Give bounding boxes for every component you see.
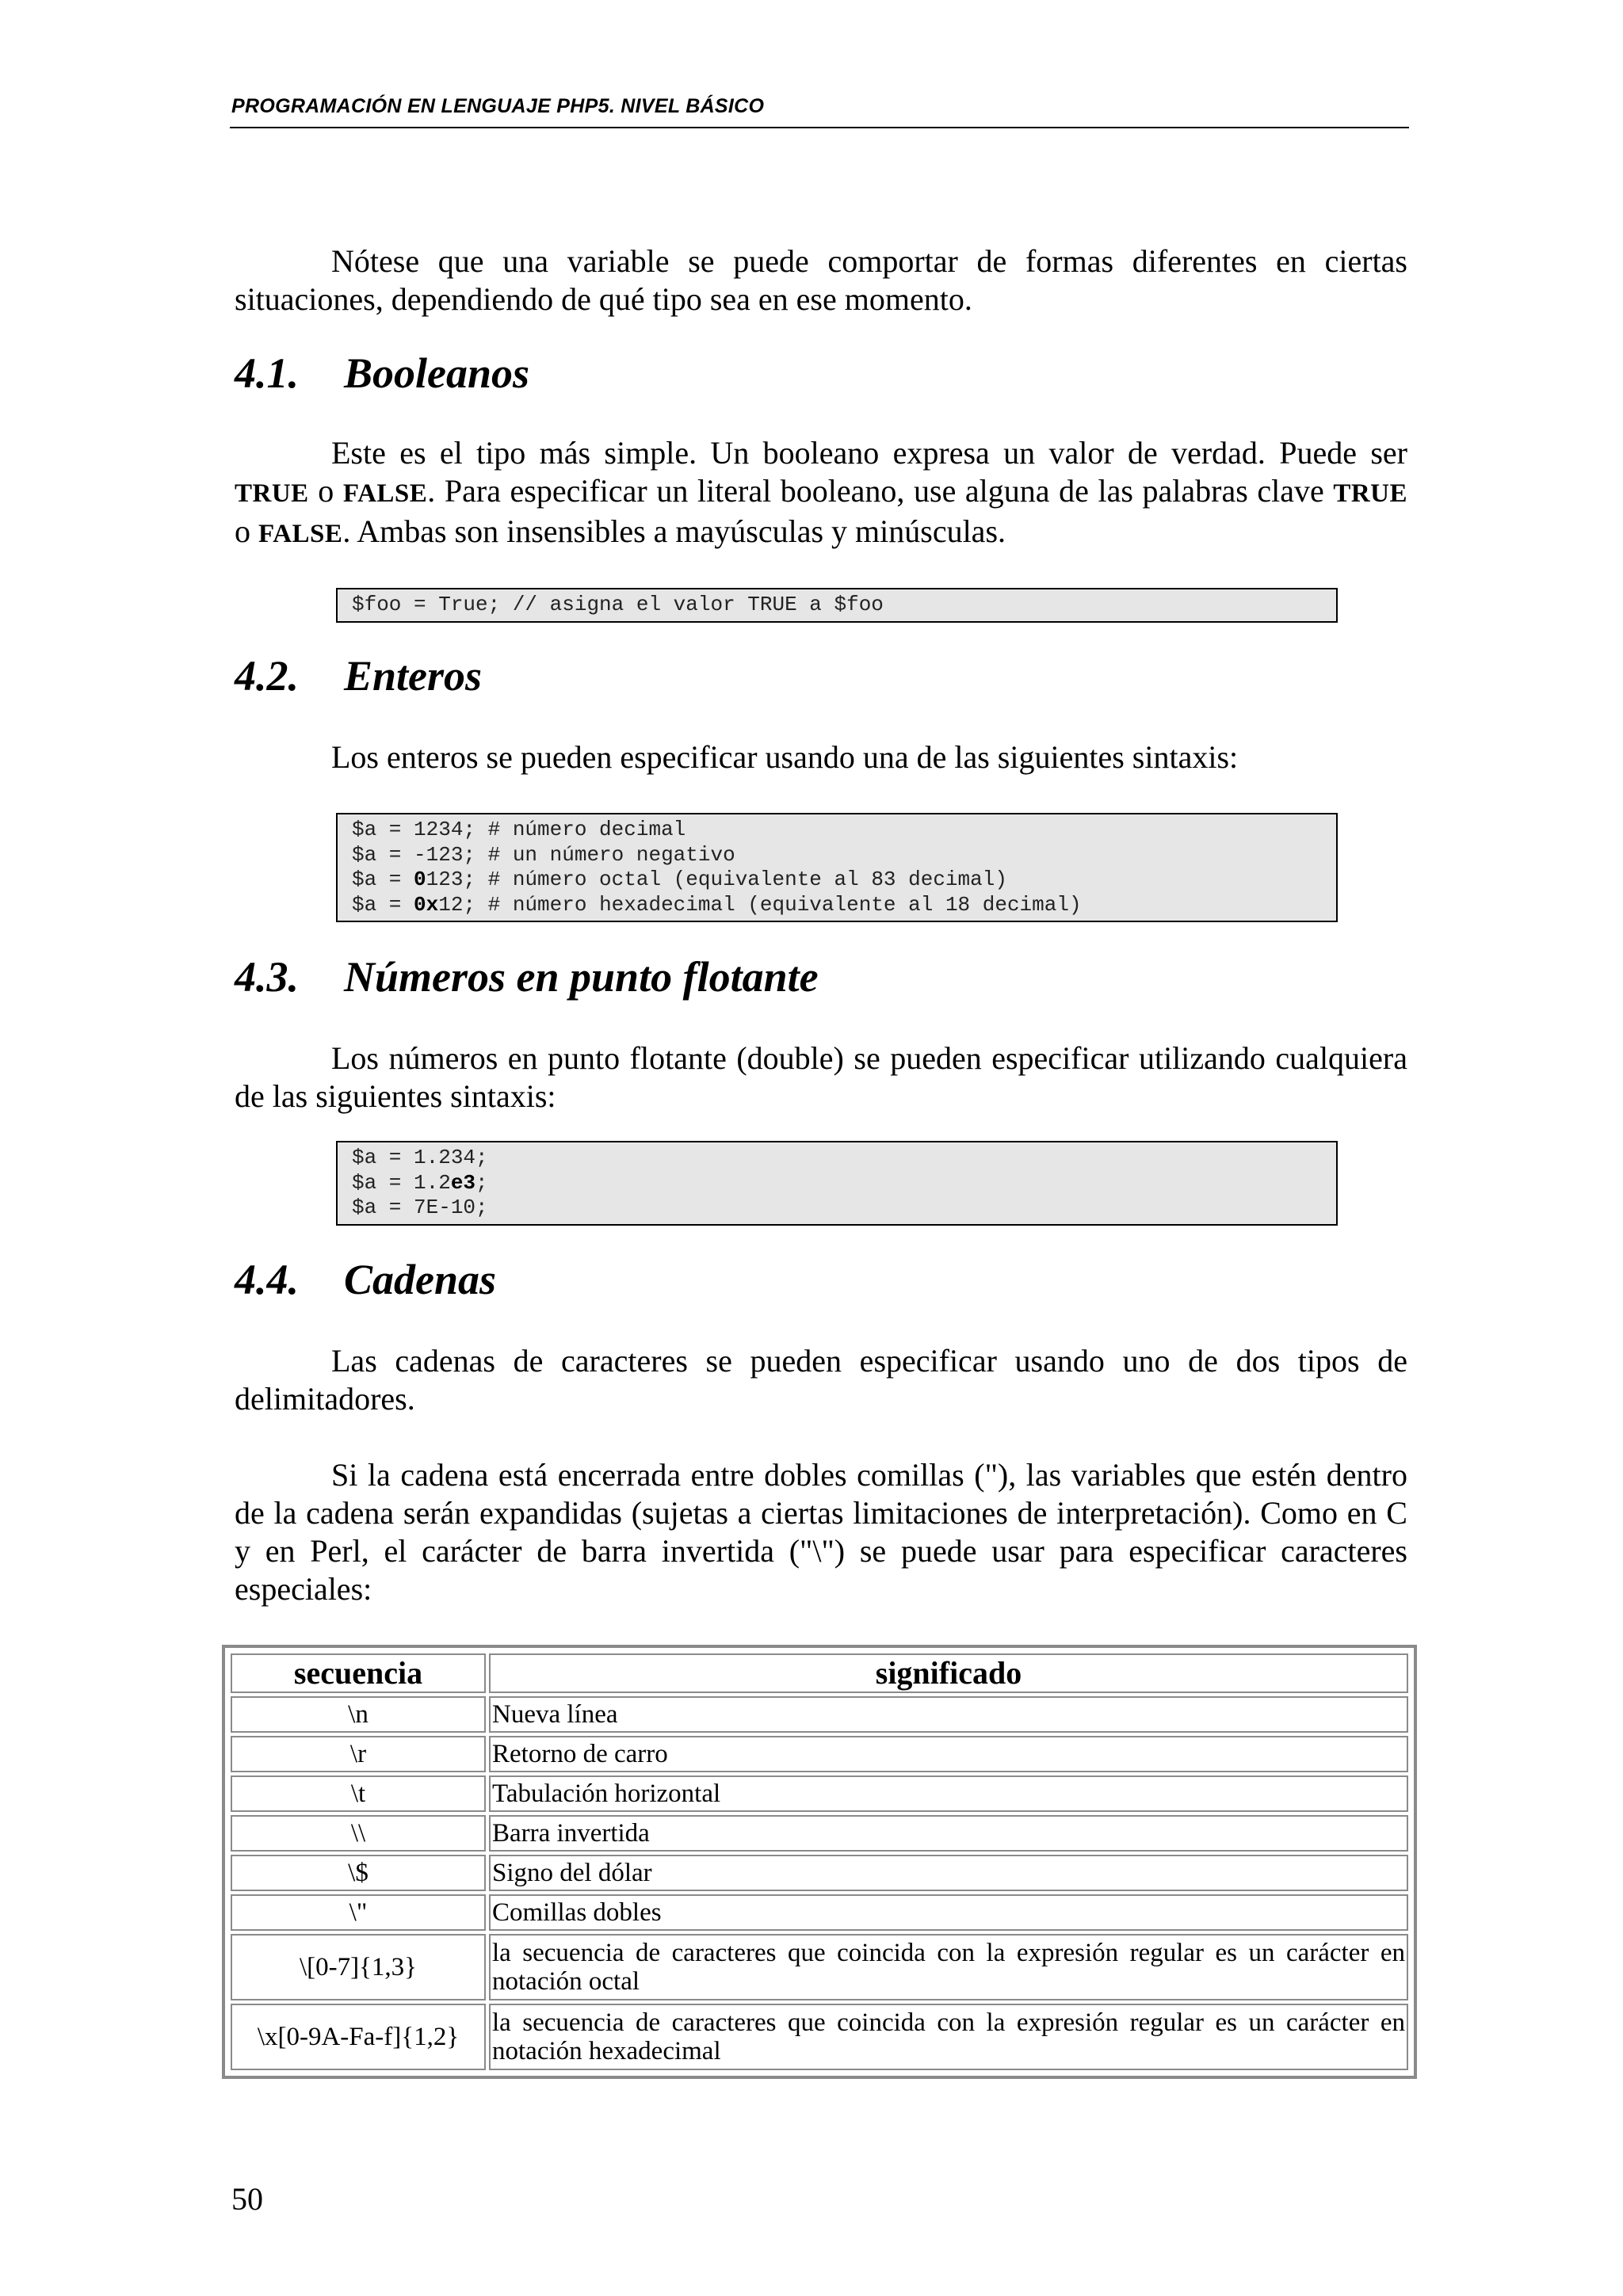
section-number: 4.1. xyxy=(235,349,299,397)
code-line xyxy=(352,893,1082,917)
cell-sequence: \x[0-9A-Fa-f]{1,2} xyxy=(231,2004,486,2070)
code-line xyxy=(352,1171,488,1195)
code-line: $a = 1.234; xyxy=(352,1146,488,1169)
cell-meaning: Tabulación horizontal xyxy=(489,1775,1408,1812)
section-number: 4.4. xyxy=(235,1256,299,1303)
cadenas-paragraph-2: Si la cadena está encerrada entre dobles comillas ("), las variables que estén dentro de la cadena serán expandidas (sujetas a ciertas limitaciones de interpretación). Como en C y en Perl, el carácter de barra invertida ("\") se puede usar para especificar caracteres especiales: xyxy=(235,1457,1407,1607)
keyword-false: FALSE xyxy=(342,479,428,508)
cell-meaning: Barra invertida xyxy=(489,1815,1408,1852)
cell-sequence: \\ xyxy=(231,1815,486,1852)
header-rule xyxy=(230,127,1409,128)
code-run: $a = xyxy=(352,868,414,891)
cell-sequence: \$ xyxy=(231,1855,486,1891)
heading-cadenas xyxy=(235,1255,496,1304)
section-title: Números en punto flotante xyxy=(344,953,819,1001)
cell-sequence: \[0-7]{1,3} xyxy=(231,1934,486,2000)
keyword-true: TRUE xyxy=(1333,479,1408,508)
text-run: o xyxy=(235,513,258,549)
cell-meaning: la secuencia de caracteres que coincida con la expresión regular es un carácter en notación octal xyxy=(489,1934,1408,2000)
text-run: o xyxy=(308,473,343,509)
code-run-bold: 0 xyxy=(414,868,426,891)
code-line xyxy=(352,868,1007,891)
escape-sequence-table xyxy=(222,1645,1417,2079)
table-row xyxy=(231,1815,1408,1852)
table-row xyxy=(231,1894,1408,1931)
cell-sequence: \t xyxy=(231,1775,486,1812)
header-significado: significado xyxy=(489,1653,1408,1693)
section-title: Cadenas xyxy=(344,1256,497,1303)
cell-sequence: \r xyxy=(231,1736,486,1772)
table-row xyxy=(231,1736,1408,1772)
table xyxy=(227,1650,1411,2073)
intro-paragraph: Nótese que una variable se puede comportar de formas diferentes en ciertas situaciones, dependiendo de qué tipo sea en ese momento. xyxy=(235,243,1407,317)
cell-meaning: Nueva línea xyxy=(489,1696,1408,1733)
code-block-enteros xyxy=(336,813,1338,922)
table-row xyxy=(231,1855,1408,1891)
table-row xyxy=(231,1934,1408,2000)
table-header-row xyxy=(231,1653,1408,1693)
keyword-true: TRUE xyxy=(235,479,309,508)
code-line: $a = 7E-10; xyxy=(352,1196,488,1219)
section-title: Enteros xyxy=(344,652,483,700)
code-line: $a = -123; # un número negativo xyxy=(352,842,735,867)
cell-meaning: Comillas dobles xyxy=(489,1894,1408,1931)
heading-booleanos xyxy=(235,349,529,398)
code-block-flotantes xyxy=(336,1141,1338,1226)
code-run: $a = 1.2 xyxy=(352,1170,451,1195)
heading-enteros xyxy=(235,651,482,700)
section-number: 4.3. xyxy=(235,953,299,1001)
table-row xyxy=(231,1696,1408,1733)
section-title: Booleanos xyxy=(344,349,530,397)
code-line: $foo = True; // asigna el valor TRUE a $foo xyxy=(352,593,884,616)
code-run: 123; # número octal (equivalente al 83 decimal) xyxy=(426,868,1007,891)
text-run: . Para especificar un literal booleano, use alguna de las palabras clave xyxy=(427,473,1334,509)
section-number: 4.2. xyxy=(235,652,299,700)
code-line: $a = 1234; # número decimal xyxy=(352,818,686,841)
cell-meaning: Retorno de carro xyxy=(489,1736,1408,1772)
text-run: Este es el tipo más simple. Un booleano expresa un valor de verdad. Puede ser xyxy=(331,435,1407,471)
cell-meaning: la secuencia de caracteres que coincida con la expresión regular es un carácter en notación hexadecimal xyxy=(489,2004,1408,2070)
cell-sequence: \n xyxy=(231,1696,486,1733)
page-number: 50 xyxy=(231,2181,263,2217)
heading-flotantes xyxy=(235,952,819,1001)
code-block-booleanos xyxy=(336,588,1338,623)
header-secuencia: secuencia xyxy=(231,1653,486,1693)
cell-sequence: \" xyxy=(231,1894,486,1931)
enteros-paragraph: Los enteros se pueden especificar usando una de las siguientes sintaxis: xyxy=(331,739,1239,775)
code-run-bold: e3 xyxy=(450,1170,476,1195)
running-header: PROGRAMACIÓN EN LENGUAJE PHP5. NIVEL BÁSICO xyxy=(231,95,765,117)
flotantes-paragraph: Los números en punto flotante (double) se pueden especificar utilizando cualquiera de las siguientes sintaxis: xyxy=(235,1040,1407,1114)
table-row xyxy=(231,1775,1408,1812)
code-run-bold: 0x xyxy=(414,892,439,917)
booleanos-paragraph xyxy=(235,434,1407,553)
table-row xyxy=(231,2004,1408,2070)
code-run: 12; # número hexadecimal (equivalente al 18 decimal) xyxy=(438,892,1082,917)
cadenas-paragraph-1: Las cadenas de caracteres se pueden especificar usando uno de dos tipos de delimitadores. xyxy=(235,1343,1407,1417)
keyword-false: FALSE xyxy=(258,520,343,548)
cell-meaning: Signo del dólar xyxy=(489,1855,1408,1891)
code-run: ; xyxy=(475,1170,488,1195)
code-run: $a = xyxy=(352,892,414,917)
text-run: . Ambas son insensibles a mayúsculas y minúsculas. xyxy=(342,513,1006,549)
